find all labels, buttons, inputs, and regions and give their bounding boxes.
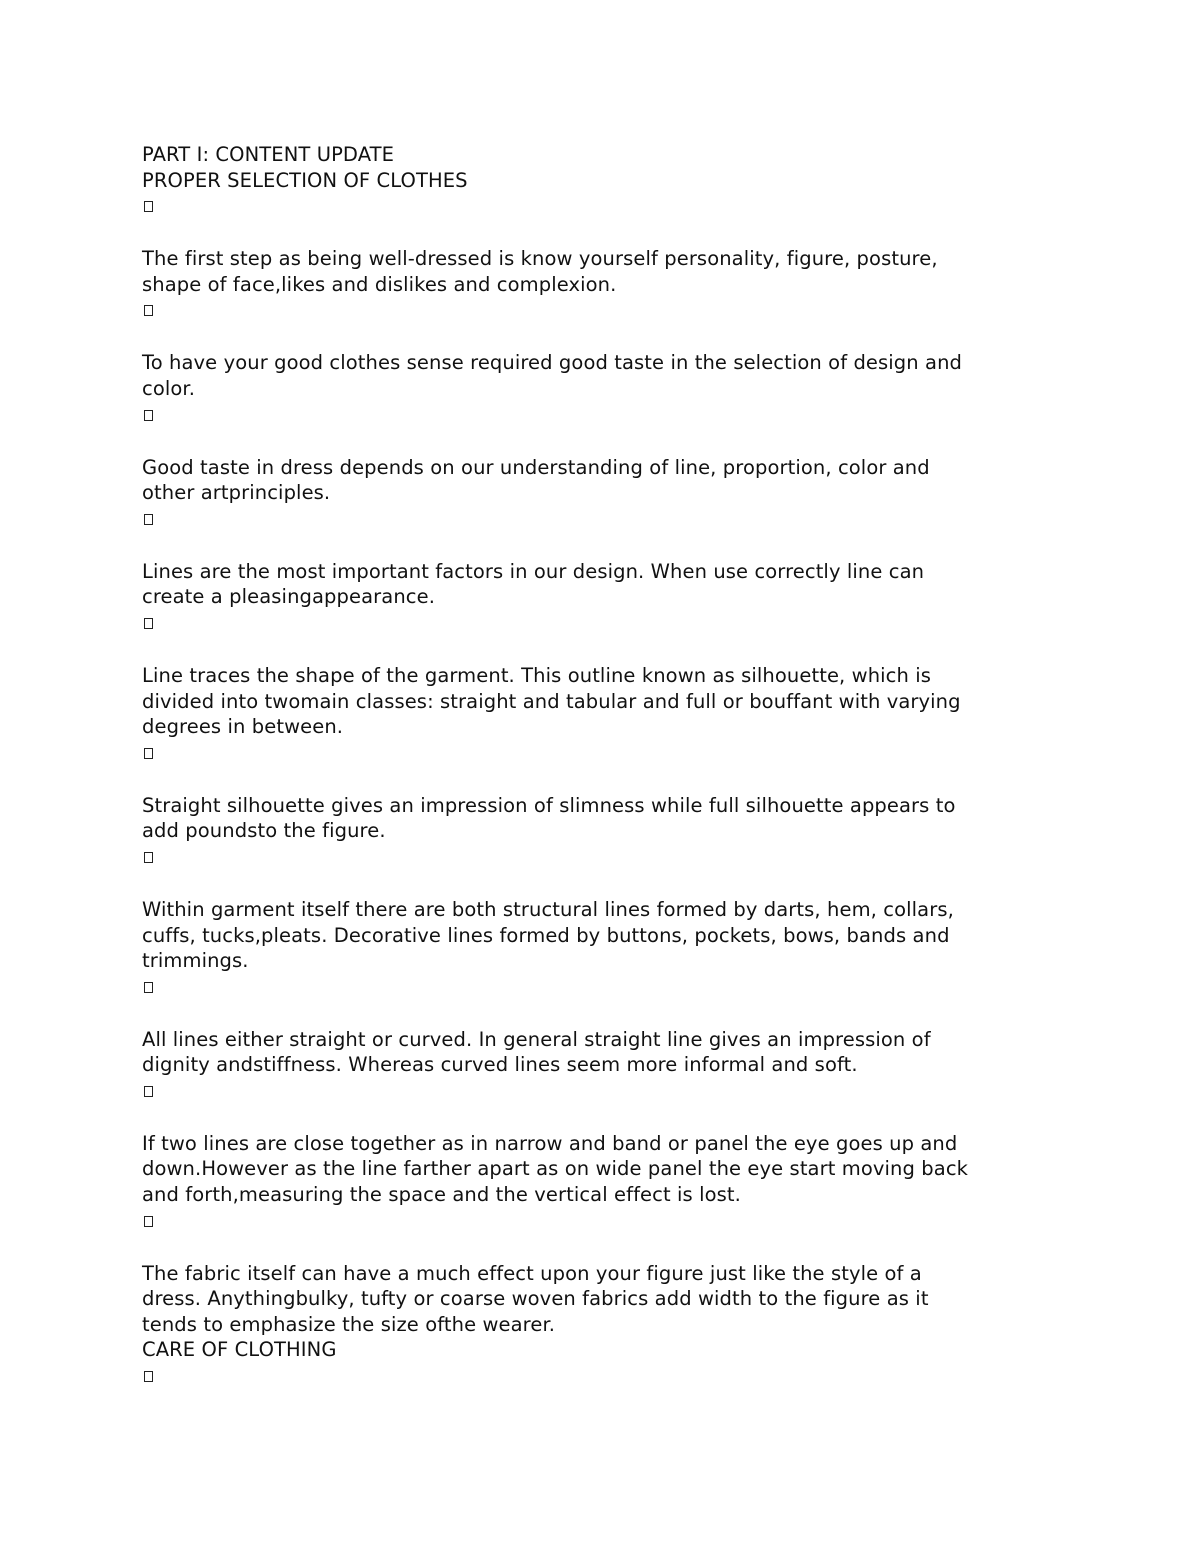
paragraph-line: Lines are the most important factors in our design. When use correctly line can bbox=[142, 559, 925, 583]
paragraph-line: If two lines are close together as in narrow and band or panel the eye goes up and bbox=[142, 1131, 958, 1155]
paragraph-line: trimmings. bbox=[142, 949, 249, 973]
paragraph bbox=[142, 559, 1062, 610]
part-heading: PART I: CONTENT UPDATE bbox=[142, 143, 395, 166]
paragraph-line: All lines either straight or curved. In general straight line gives an impression of bbox=[142, 1027, 931, 1051]
paragraph-line: dignity andstiffness. Whereas curved lines seem more informal and soft. bbox=[142, 1053, 858, 1077]
paragraph-line: Line traces the shape of the garment. This outline known as silhouette, which is bbox=[142, 663, 932, 687]
paragraph bbox=[142, 793, 1062, 844]
box-glyph-icon bbox=[144, 1086, 153, 1097]
paragraph-line: add poundsto the figure. bbox=[142, 819, 386, 843]
paragraph-line: Within garment itself there are both structural lines formed by darts, hem, collars, bbox=[142, 897, 954, 921]
paragraph-line: color. bbox=[142, 376, 196, 400]
paragraph-line: The fabric itself can have a much effect upon your figure just like the style of a bbox=[142, 1261, 922, 1285]
paragraph-line: degrees in between. bbox=[142, 715, 344, 739]
box-glyph-icon bbox=[144, 852, 153, 863]
paragraph-line: To have your good clothes sense required good taste in the selection of design and bbox=[142, 351, 963, 375]
paragraph bbox=[142, 897, 1062, 974]
paragraph-line: and forth,measuring the space and the vertical effect is lost. bbox=[142, 1183, 741, 1207]
box-glyph-icon bbox=[144, 514, 153, 525]
paragraph bbox=[142, 1131, 1062, 1208]
paragraph-line: divided into twomain classes: straight and tabular and full or bouffant with varying bbox=[142, 689, 961, 713]
box-glyph-icon bbox=[144, 201, 153, 212]
section-heading: CARE OF CLOTHING bbox=[142, 1338, 337, 1362]
paragraph-line: create a pleasingappearance. bbox=[142, 585, 435, 609]
box-glyph-icon bbox=[144, 410, 153, 421]
paragraph bbox=[142, 1027, 1062, 1078]
paragraph bbox=[142, 663, 1062, 740]
paragraph-line: dress. Anythingbulky, tufty or coarse woven fabrics add width to the figure as it bbox=[142, 1287, 929, 1311]
paragraph-line: cuffs, tucks,pleats. Decorative lines formed by buttons, pockets, bows, bands and bbox=[142, 923, 950, 947]
paragraph bbox=[142, 350, 1062, 401]
paragraph-line: down.However as the line farther apart as on wide panel the eye start moving back bbox=[142, 1157, 969, 1181]
paragraph bbox=[142, 246, 1062, 297]
box-glyph-icon bbox=[144, 748, 153, 759]
paragraph-line: other artprinciples. bbox=[142, 481, 331, 505]
paragraph-line: Good taste in dress depends on our understanding of line, proportion, color and bbox=[142, 455, 930, 479]
box-glyph-icon bbox=[144, 305, 153, 316]
paragraph-line: Straight silhouette gives an impression of slimness while full silhouette appears to bbox=[142, 793, 956, 817]
section-heading: PROPER SELECTION OF CLOTHES bbox=[142, 168, 468, 192]
paragraph-line: tends to emphasize the size ofthe wearer. bbox=[142, 1312, 556, 1336]
document-body bbox=[142, 142, 1062, 1392]
paragraph-line: shape of face,likes and dislikes and complexion. bbox=[142, 272, 617, 296]
box-glyph-icon bbox=[144, 982, 153, 993]
box-glyph-icon bbox=[144, 618, 153, 629]
paragraph bbox=[142, 1261, 1062, 1338]
paragraph bbox=[142, 455, 1062, 506]
box-glyph-icon bbox=[144, 1216, 153, 1227]
box-glyph-icon bbox=[144, 1371, 153, 1382]
paragraph-line: The first step as being well-dressed is know yourself personality, figure, posture, bbox=[142, 247, 938, 271]
